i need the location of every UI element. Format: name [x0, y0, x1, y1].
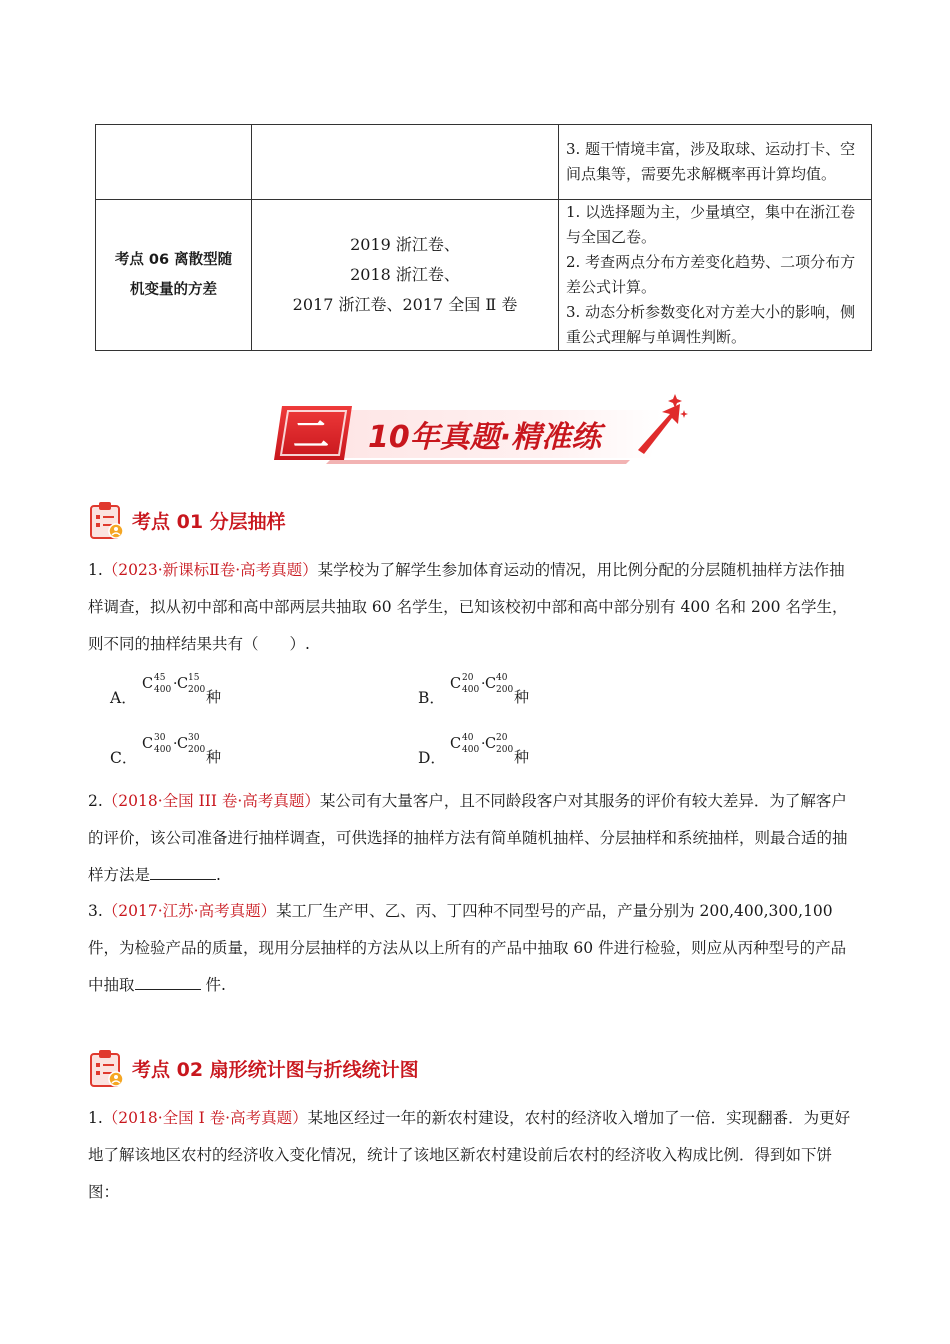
- formula-unit: 种: [206, 748, 222, 766]
- analysis-line: 3. 动态分析参数变化对方差大小的影响，侧重公式理解与单调性判断。: [566, 303, 856, 346]
- formula-letter: C: [177, 736, 189, 752]
- formula-letter: C: [450, 676, 462, 692]
- sources-cell: [252, 200, 559, 351]
- formula-letter: C: [450, 736, 462, 752]
- question-number: 3.: [88, 902, 103, 920]
- formula-sup: 40: [496, 673, 508, 683]
- formula-unit: 种: [514, 748, 530, 766]
- point-cell: [96, 125, 252, 200]
- section-heading: [88, 1048, 419, 1088]
- formula-letter: C: [142, 736, 154, 752]
- question-text: 某公司有大量客户，且不同龄段客户对其服务的评价有较大差异．为了解客户的评价，该公司准备进行抽样调查，可供选择的抽样方法有简单随机抽样、分层抽样和系统抽样，则最合适的抽样方法是: [88, 792, 848, 884]
- analysis-cell: [559, 200, 872, 351]
- formula-dot: ·: [173, 736, 178, 752]
- banner-underline: [326, 460, 630, 464]
- section-title: 考点 02 扇形统计图与折线统计图: [132, 1058, 419, 1081]
- question-1: [88, 1100, 860, 1211]
- formula-sub: 400: [462, 685, 480, 695]
- question-tail: 件.: [200, 976, 226, 994]
- formula-unit: 种: [514, 688, 530, 706]
- formula-sub: 400: [154, 745, 172, 755]
- clipboard-icon: [88, 1048, 126, 1088]
- combination-formula: [448, 732, 558, 772]
- question-number: 1.: [88, 561, 103, 579]
- formula-sub: 200: [188, 685, 206, 695]
- option-label: A．: [110, 689, 137, 707]
- table-row: [96, 200, 872, 351]
- clipboard-icon: [88, 500, 126, 540]
- formula-sub: 400: [154, 685, 172, 695]
- question-number: 2.: [88, 792, 103, 810]
- combination-formula: [140, 672, 250, 712]
- question-number: 1.: [88, 1109, 103, 1127]
- formula-sup: 30: [154, 733, 166, 743]
- question-source: （2023·新课标Ⅱ卷·高考真题）: [102, 561, 318, 579]
- analysis-line: 2. 考查两点分布方差变化趋势、二项分布方差公式计算。: [566, 253, 856, 296]
- formula-letter: C: [485, 676, 497, 692]
- question-text: 某工厂生产甲、乙、丙、丁四种不同型号的产品，产量分别为 200,400,300,100 件，为检验产品的质量，现用分层抽样的方法从以上所有的产品中抽取 60 件进行检验，则应从丙种型号的产品中抽取: [88, 902, 847, 994]
- banner-title: 10年真题·精准练: [368, 420, 602, 455]
- formula-letter: C: [485, 736, 497, 752]
- source-line: 2019 浙江卷、: [350, 235, 460, 254]
- question-tail: .: [216, 866, 221, 884]
- formula-sup: 45: [154, 673, 166, 683]
- point-label: 考点 06 离散型随机变量的方差: [114, 252, 233, 298]
- question-3: [88, 893, 860, 1004]
- question-2: [88, 783, 860, 894]
- exam-summary-table: [95, 124, 872, 351]
- combination-formula: [448, 672, 558, 712]
- option-label: D．: [418, 749, 446, 767]
- formula-sub: 200: [496, 685, 514, 695]
- formula-unit: 种: [206, 688, 222, 706]
- option-label: B．: [418, 689, 445, 707]
- formula-sup: 20: [462, 673, 474, 683]
- formula-letter: C: [142, 676, 154, 692]
- analysis-line: 1. 以选择题为主，少量填空，集中在浙江卷与全国乙卷。: [566, 203, 856, 246]
- analysis-line: 3. 题干情境丰富，涉及取球、运动打卡、空间点集等，需要先求解概率再计算均值。: [566, 140, 856, 183]
- banner-number: 二: [292, 415, 330, 456]
- formula-dot: ·: [481, 676, 486, 692]
- formula-sub: 200: [188, 745, 206, 755]
- formula-letter: C: [177, 676, 189, 692]
- point-cell: [96, 200, 252, 351]
- question-source: （2017·江苏·高考真题）: [102, 902, 277, 920]
- question-1: [88, 552, 860, 663]
- section-title: 考点 01 分层抽样: [132, 510, 286, 533]
- section-heading: [88, 500, 286, 540]
- table-row: [96, 125, 872, 200]
- option-label: C．: [110, 749, 138, 767]
- sparkle-icon: [668, 394, 682, 408]
- formula-sup: 20: [496, 733, 508, 743]
- analysis-cell: [559, 125, 872, 200]
- combination-formula: [140, 732, 250, 772]
- formula-dot: ·: [173, 676, 178, 692]
- answer-blank[interactable]: [135, 971, 201, 990]
- answer-blank[interactable]: [150, 861, 216, 880]
- formula-sub: 200: [496, 745, 514, 755]
- question-source: （2018·全国 III 卷·高考真题）: [102, 792, 320, 810]
- section-banner: [270, 392, 690, 472]
- formula-sup: 15: [188, 673, 200, 683]
- question-text: 某地区经过一年的新农村建设，农村的经济收入增加了一倍．实现翻番．为更好地了解该地区农村的经济收入变化情况，统计了该地区新农村建设前后农村的经济收入构成比例．得到如下饼图：: [88, 1109, 851, 1201]
- formula-sub: 400: [462, 745, 480, 755]
- question-source: （2018·全国 I 卷·高考真题）: [102, 1109, 308, 1127]
- sparkle-icon: [680, 410, 688, 418]
- formula-sup: 30: [188, 733, 200, 743]
- source-line: 2017 浙江卷、2017 全国 Ⅱ 卷: [292, 295, 518, 314]
- sources-cell: [252, 125, 559, 200]
- question-text: 某学校为了解学生参加体育运动的情况，用比例分配的分层随机抽样方法作抽样调查，拟从初中部和高中部两层共抽取 60 名学生，已知该校初中部和高中部分别有 400 名和 200 名学生，则不同的抽样结果共有（ ）.: [88, 561, 848, 653]
- formula-sup: 40: [462, 733, 474, 743]
- source-line: 2018 浙江卷、: [350, 265, 460, 284]
- formula-dot: ·: [481, 736, 486, 752]
